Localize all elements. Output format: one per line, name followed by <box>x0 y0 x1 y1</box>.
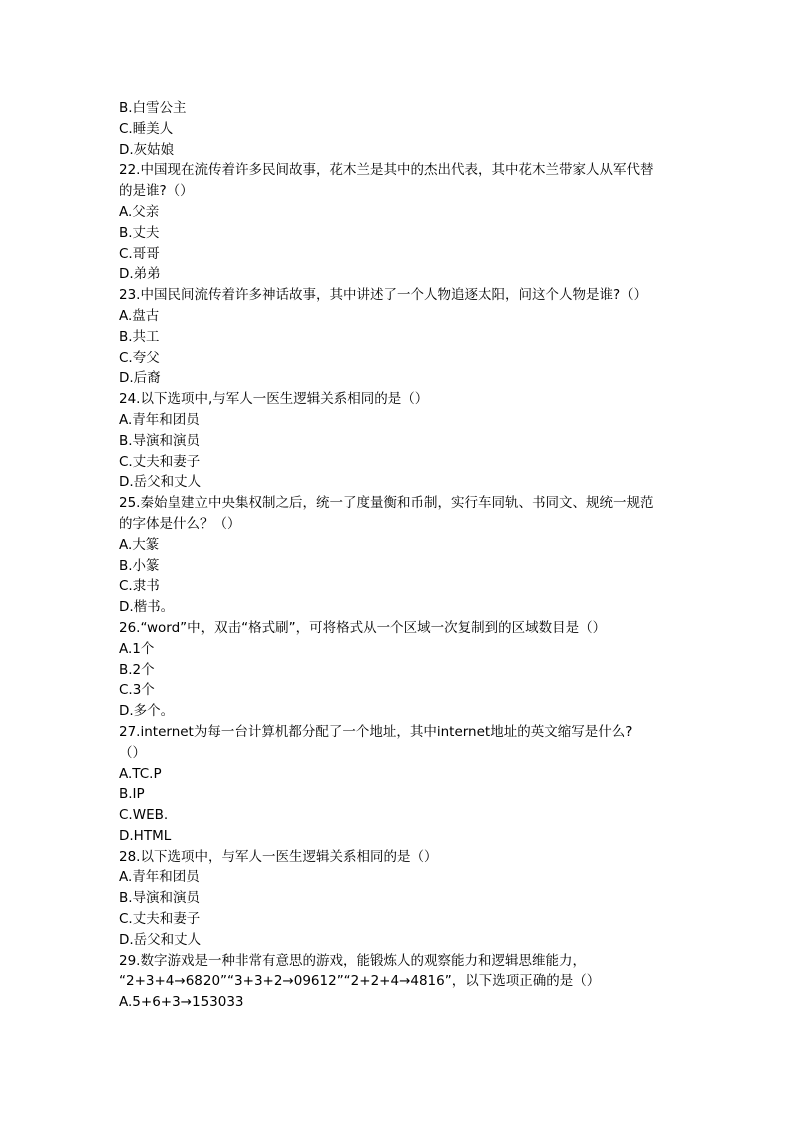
option-a-26: A.1个 <box>119 640 155 657</box>
option-b-26: B.2个 <box>119 661 155 678</box>
question-22-line-1: 22.中国现在流传着许多民间故事，花木兰是其中的杰出代表，其中花木兰带家人从军代替 <box>119 162 654 179</box>
question-29-line-2: “2+3+4→6820”“3+3+2→09612”“2+2+4→4816”，以下选项正确的是（） <box>119 973 601 990</box>
option-c-28: C.丈夫和妻子 <box>119 911 201 928</box>
option-b-22: B.丈夫 <box>119 224 160 241</box>
question-23: 23.中国民间流传着许多神话故事，其中讲述了一个人物追逐太阳，问这个人物是谁?（） <box>119 287 648 304</box>
option-a-27: A.TC.P <box>119 765 162 782</box>
option-c-22: C.哥哥 <box>119 245 160 262</box>
option-b-23: B.共工 <box>119 328 160 345</box>
option-d-23: D.后裔 <box>119 370 161 387</box>
option-c-27: C.WEB. <box>119 807 169 824</box>
question-25-line-1: 25.秦始皇建立中央集权制之后，统一了度量衡和币制，实行车同轨、书同文、规统一规范 <box>119 495 654 512</box>
option-a-24: A.青年和团员 <box>119 411 200 428</box>
question-27-line-1: 27.internet为每一台计算机都分配了一个地址，其中internet地址的英文缩写是什么? <box>119 723 633 740</box>
option-d-27: D.HTML <box>119 827 172 844</box>
question-25-line-2: 的字体是什么？（） <box>119 515 241 532</box>
option-a-22: A.父亲 <box>119 203 160 220</box>
option-c-23: C.夸父 <box>119 349 160 366</box>
option-d-26: D.多个。 <box>119 703 175 720</box>
option-c-26: C.3个 <box>119 682 155 699</box>
option-a-28: A.青年和团员 <box>119 869 200 886</box>
question-28: 28.以下选项中，与军人一医生逻辑关系相同的是（） <box>119 848 438 865</box>
option-a-29: A.5+6+3→153033 <box>119 994 244 1011</box>
option-a-23: A.盘古 <box>119 307 160 324</box>
question-29-line-1: 29.数字游戏是一种非常有意思的游戏，能锻炼人的观察能力和逻辑思维能力， <box>119 952 586 969</box>
option-c-25: C.隶书 <box>119 578 160 595</box>
option-c-24: C.丈夫和妻子 <box>119 453 201 470</box>
option-b-21: B.白雪公主 <box>119 100 187 116</box>
question-24: 24.以下选项中,与军人一医生逻辑关系相同的是（） <box>119 391 429 408</box>
option-a-25: A.大篆 <box>119 536 160 553</box>
option-d-24: D.岳父和丈人 <box>119 474 202 491</box>
document-body <box>119 98 679 1013</box>
question-27-line-2: （） <box>119 744 146 761</box>
option-c-21: C.睡美人 <box>119 120 174 137</box>
option-b-27: B.IP <box>119 786 145 803</box>
option-d-25: D.楷书。 <box>119 599 175 616</box>
option-b-25: B.小篆 <box>119 557 160 574</box>
option-b-24: B.导演和演员 <box>119 432 201 449</box>
option-d-21: D.灰姑娘 <box>119 141 175 158</box>
option-d-28: D.岳父和丈人 <box>119 931 202 948</box>
option-d-22: D.弟弟 <box>119 266 161 283</box>
question-26: 26.“word”中，双击“格式刷”，可将格式从一个区域一次复制到的区域数目是（） <box>119 619 607 636</box>
option-b-28: B.导演和演员 <box>119 890 201 907</box>
question-22-line-2: 的是谁?（） <box>119 183 194 200</box>
